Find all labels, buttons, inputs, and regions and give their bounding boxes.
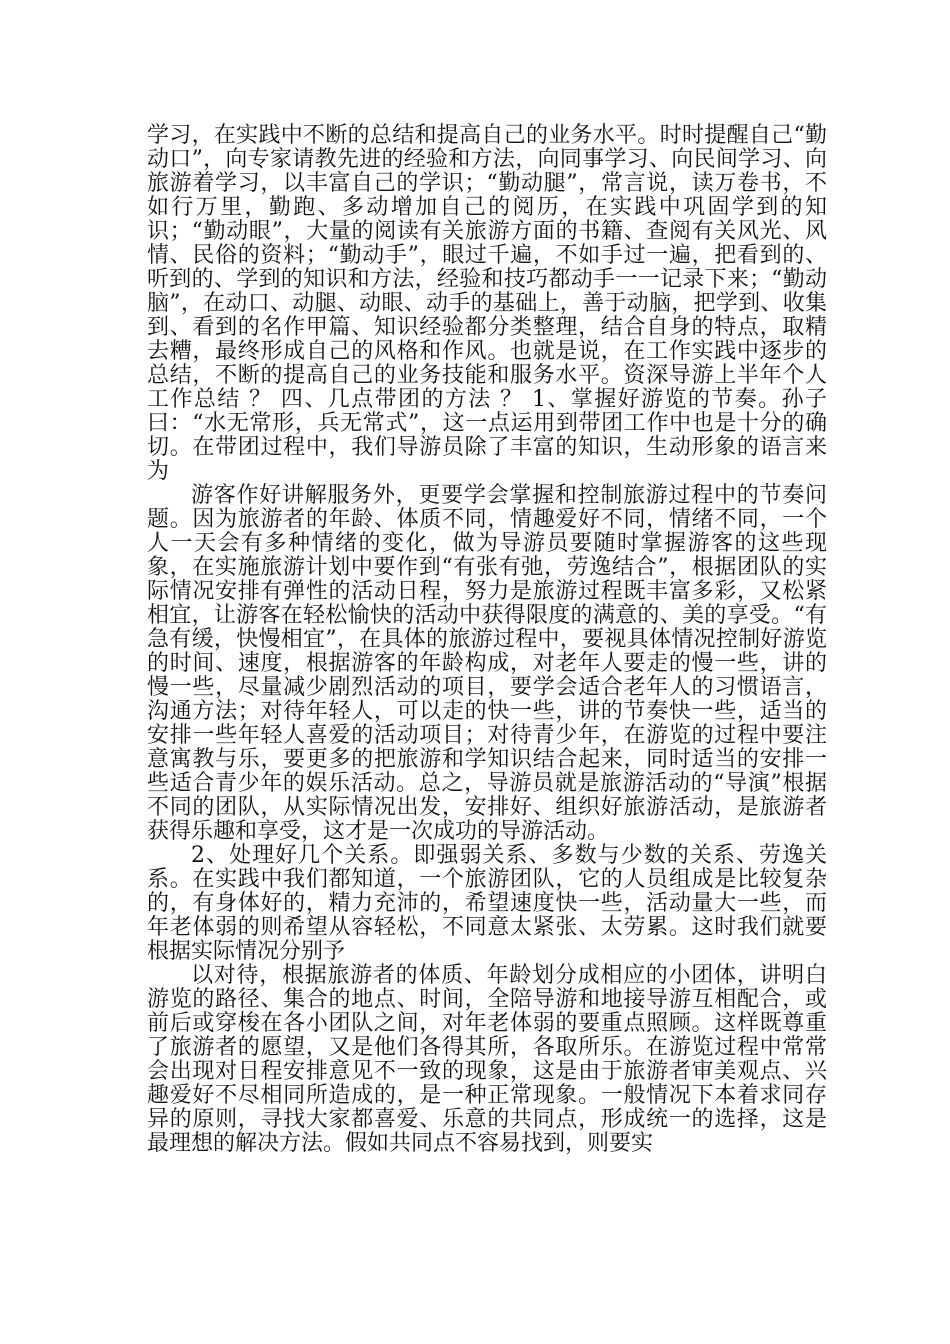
paragraph-4: 以对待，根据旅游者的体质、年龄划分成相应的小团体，讲明白游览的路径、集合的地点、时间，全陪导游和地接导游互相配合，或前后或穿梭在各小团队之间，对年老体弱的要重点照顾。这样既尊重了旅游者的愿望，又是他们各得其所，各取所乐。在游览过程中常常会出现对日程安排意见不一致的现象，这是由于旅游者审美观点、兴趣爱好不尽相同所造成的，是一种正常现象。一般情况下本着求同存异的原则，寻找大家都喜爱、乐意的共同点，形成统一的选择，这是最理想的解决方法。假如共同点不容易找到，则要实 bbox=[147, 963, 827, 1156]
paragraph-2: 游客作好讲解服务外，更要学会掌握和控制旅游过程中的节奏问题。因为旅游者的年龄、体质不同，情趣爱好不同，情绪不同，一个人一天会有多种情绪的变化，做为导游员要随时掌握游客的这些现象，在实施旅游计划中要作到“有张有弛，劳逸结合”，根据团队的实际情况安排有弹性的活动日程，努力是旅游过程既丰富多彩，又松紧相宜，让游客在轻松愉快的活动中获得限度的满意的、美的享受。“有急有缓，快慢相宜”，在具体的旅游过程中，要视具体情况控制好游览的时间、速度，根据游客的年龄构成，对老年人要走的慢一些，讲的慢一些，尽量减少剧烈活动的项目，要学会适合老年人的习惯语言，沟通方法；对待年轻人，可以走的快一些，讲的节奏快一些，适当的安排一些年轻人喜爱的活动项目；对待青少年，在游览的过程中要注意寓教与乐，要更多的把旅游和学知识结合起来，同时适当的安排一些适合青少年的娱乐活动。总之，导游员就是旅游活动的“导演”根据不同的团队，从实际情况出发，安排好、组织好旅游活动，是旅游者获得乐趣和享受，这才是一次成功的导游活动。 bbox=[147, 483, 827, 844]
paragraph-1: 学习，在实践中不断的总结和提高自己的业务水平。时时提醒自己“勤动口”，向专家请教先进的经验和方法，向同事学习、向民间学习、向旅游着学习，以丰富自己的学识；“勤动腿”，常言说，读万卷书，不如行万里，勤跑、多动增加自己的阅历，在实践中巩固学到的知识；“勤动眼”，大量的阅读有关旅游方面的书籍、查阅有关风光、风情、民俗的资料；“勤动手”，眼过千遍，不如手过一遍，把看到的、听到的、学到的知识和方法，经验和技巧都动手一一记录下来；“勤动脑”，在动口、动腿、动眼、动手的基础上，善于动脑，把学到、收集到、看到的名作甲篇、知识经验都分类整理，结合自身的特点，取精去糟，最终形成自己的风格和作风。也就是说，在工作实践中逐步的总结，不断的提高自己的业务技能和服务水平。资深导游上半年个人工作总结 ？ 四、几点带团的方法 ？ 1、掌握好游览的节奏。孙子曰：“水无常形，兵无常式”，这一点运用到带团工作中也是十分的确切。在带团过程中，我们导游员除了丰富的知识，生动形象的语言来为 bbox=[147, 123, 827, 484]
document-body bbox=[147, 124, 827, 1156]
paragraph-3: 2、处理好几个关系。即强弱关系、多数与少数的关系、劳逸关系。在实践中我们都知道，一个旅游团队，它的人员组成是比较复杂的，有身体好的，精力充沛的，希望速度快一些，活动量大一些，而年老体弱的则希望从容轻松，不同意太紧张、太劳累。这时我们就要根据实际情况分别予 bbox=[147, 843, 827, 964]
